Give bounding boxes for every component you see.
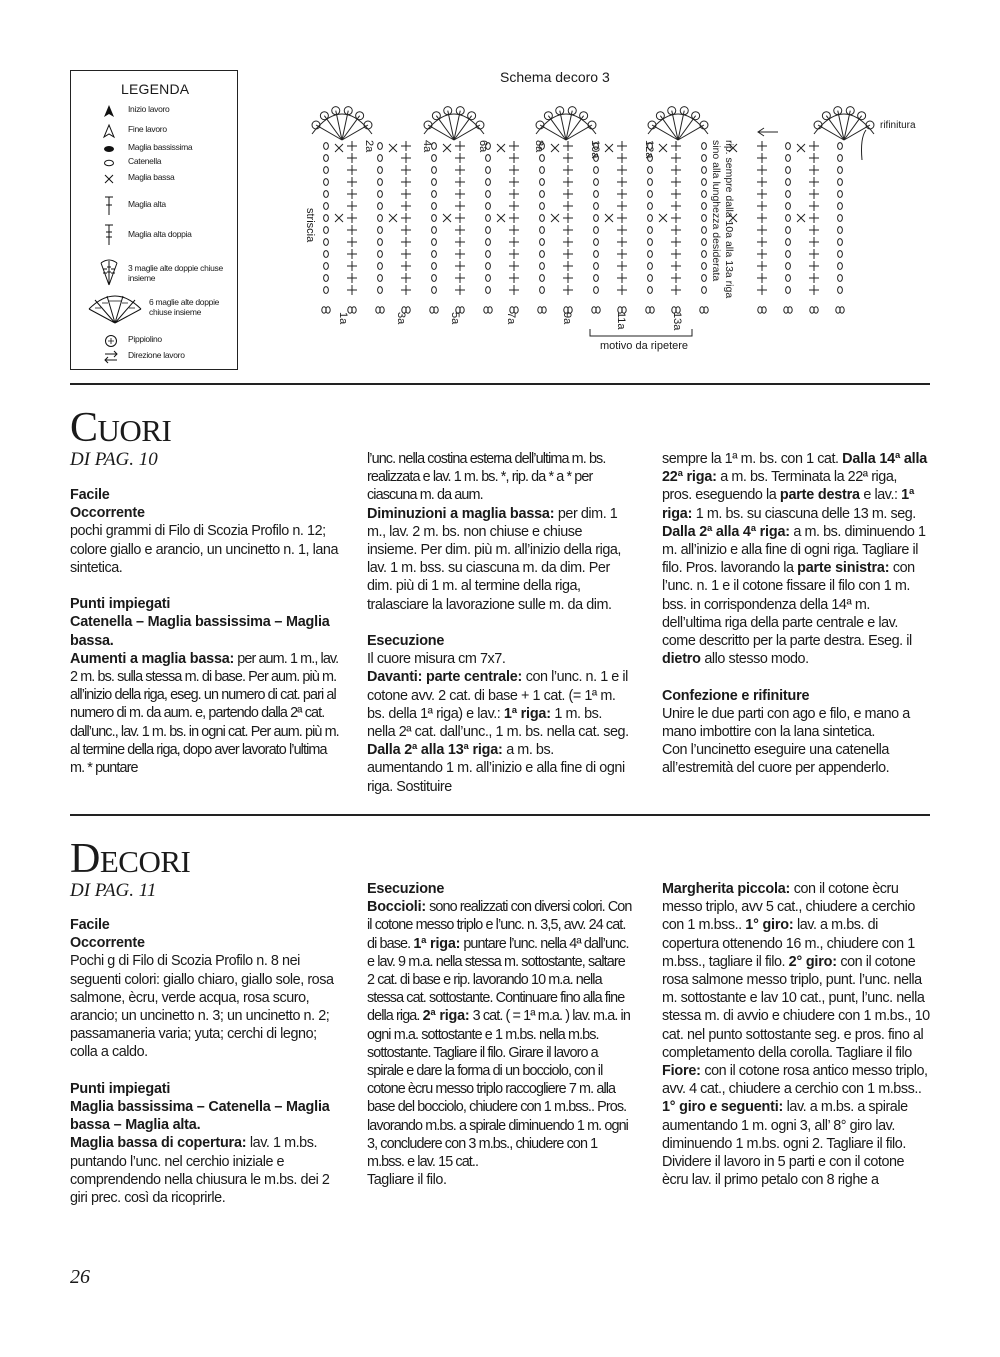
paragraph: Maglia bassa di copertura: lav. 1 m.bs. puntando l’unc. nel cerchio iniziale e comprendendo nella chiusura le m.bs. dei 2 giri prec. così da ricoprirle. [70,1135,330,1207]
section-divider [70,814,930,816]
stitch-chart [312,107,874,314]
row-label: 9a [561,312,573,325]
stitch-column [322,143,330,314]
stitch-column [563,141,573,313]
repeat-note-2: sino alla lunghezza desiderata [710,140,722,282]
filled-arrowhead-icon [101,103,117,119]
paragraph: Tagliare il filo. [367,1172,447,1189]
decori-column-2 [367,880,633,1189]
stitch-list: Catenella – Maglia bassissima – Maglia bassa. [70,614,330,649]
legend-item [71,155,239,171]
double-crochet-icon [101,195,117,217]
legend-label: Maglia alta doppia [128,229,192,239]
section-heading: Esecuzione [367,633,445,650]
legend-label: 3 maglie alte doppie chiuse insieme [128,263,223,283]
section-heading: Punti impiegati [70,1080,171,1097]
strip-label: striscia [304,208,316,243]
row-label: 7a [505,312,517,325]
stitch-column [617,141,627,313]
stitch-column [401,141,411,313]
diagram-title: Schema decoro 3 [500,69,610,85]
fan-stitch [536,107,596,140]
stitch-column [347,141,357,313]
cuori-column-2 [367,450,631,796]
section-heading: Punti impiegati [70,596,171,613]
legend-label: Fine lavoro [128,124,167,134]
legend-item [71,195,239,217]
treble-crochet-icon [101,223,117,247]
paragraph: l’unc. nella costina esterna dell’ultima m. bs. realizzata e lav. 1 m. bs. *, rip. da * a * per ciascuna m. da aum. [367,451,606,504]
paragraph: Aumenti a maglia bassa: per aum. 1 m., lav. 2 m. bs. sulla stessa m. di base. Per aum. più m. all’inizio della riga, eseg. un numero di cat. pari al numero di m. da aum. e, partendo dalla 2ª cat. dall’unc., lav. 1 m. bs. in ogni cat. Per aum. più m. al termine della riga, dopo aver lavorato l’ultima m. * puntare [70,650,339,777]
picot-icon [103,333,119,349]
legend-item [71,103,239,119]
fan-stitch [424,107,484,140]
legend-label: Maglia alta [128,199,166,209]
stitch-list: Maglia bassissima – Catenella – Maglia bassa – Maglia alta. [70,1099,330,1134]
paragraph: Con l’uncinetto eseguire una catenella all’estremità del cuore per appenderlo. [662,742,890,777]
stitch-column [376,143,384,314]
section-divider [70,383,930,385]
section-heading: Occorrente [70,505,145,522]
section-subtitle-decori: DI PAG. 11 [70,880,157,901]
stitch-column [836,143,844,314]
row-label: 12a [643,140,655,159]
stitch-column [671,141,681,313]
section-title-decori: DECORI [70,836,191,882]
cuori-column-1 [70,486,340,777]
legend-label: Maglia bassa [128,172,175,182]
legend-item [71,333,239,349]
finishing-label: rifinitura [880,120,916,131]
section-heading: Confezione e rifiniture [662,687,810,704]
legend-label: Direzione lavoro [128,350,185,360]
direction-arrows-icon [103,349,119,365]
paragraph: pochi grammi di Filo di Scozia Profilo n. 12; colore giallo e arancio, un uncinetto n. 1, lana sintetica. [70,523,339,576]
row-label: 10a [589,140,601,159]
fan-stitch [312,107,372,140]
row-label: 8a [533,140,545,153]
decori-column-1 [70,916,340,1207]
legend-item [71,171,239,187]
paragraph: Boccioli: sono realizzati con diversi colori. Con il cotone messo triplo e l’unc. n. 3,5, avv. 24 cat. di base. 1ª riga: puntare l’unc. nella 4ª dall’unc. e lav. 9 m.a. nella stessa m. sottostante, saltare 2 cat. di base e rip. lavorando 10 m.a. nella stessa cat. sottostante. Continuare fino alla fine della riga. 2ª riga: 3 cat. ( = 1ª m.a. ) lav. m.a. in ogni m.a. sottostante e 1 m.bs. nella m.bs. sottostante. Tagliare il filo. Girare il lavoro a spirale e dare la forma di un bocciolo, con il cotone ècru messo triplo raccogliere 7 m. alla base del bocciolo, chiudere con 1 m.bss.. Pros. lavorando m.bs. a spirale diminuendo 1 m. ogni 3, concludere con 3 m.bs., chiudere con 1 m.bss. e lav. 15 cat.. [367,899,632,1171]
paragraph: Pochi g di Filo di Scozia Profilo n. 8 nei seguenti colori: giallo chiaro, giallo sole, rosa salmone, ècru, verde acqua, rosa scuro, arancio; un uncinetto n. 3; un uncinetto n. 2; passamaneria varia; yuta; cerchi di legno; colla a caldo. [70,953,334,1061]
legend-label: Maglia bassissima [128,142,193,152]
paragraph: Unire le due parti con ago e filo, e mano a mano imbottire con la lana sintetica. [662,705,910,741]
stitch-column [592,143,600,314]
legend-box [70,70,238,370]
paragraph: Margherita piccola: con il cotone ècru messo triplo, avv 5 cat., chiudere a cerchio con 1 m.bss.. 1° giro: lav. a m.bs. di copertura ottenendo 16 m., chiudere con 1 m.bss., tagliare il filo. 2° giro: con il cotone rosa salmone messo triplo, punt. l’unc. nella m. sottostante e lav 10 cat., punt, l’unc. nella stessa m. di avvio e chiudere con 1 m.bs., 10 cat. nel punto sottostante seg. e pros. fino al completamento della corolla. Tagliare il filo [662,881,930,1061]
cluster-3-icon [97,257,121,287]
legend-label: 6 maglie alte doppie chiuse insieme [149,297,220,317]
stitch-column [757,141,767,313]
row-label: 2a [363,140,375,153]
repeat-note-1: rip. sempre dalla 10a alla 13a riga [723,140,735,299]
paragraph: sempre la 1ª m. bs. con 1 cat. Dalla 14ª alla 22ª riga: a m. bs. Terminata la 22ª riga, pros. eseguendo la parte destra e lav.: 1ª riga: 1 m. bs. su ciascuna delle 13 m. seg. Dalla 2ª alla 4ª riga: a m. bs. diminuendo 1 m. all’inizio e alla fine di ogni riga. Tagliare il filo. Pros. lavorando la parte sinistra: con l’unc. n. 1 e il cotone fissare il filo con 1 m. bss. in corrispondenza della 14ª m. dell’ultima riga della parte centrale e lav. come descritto per la parte destra. Eseg. il dietro allo stesso modo. [662,451,928,668]
stitch-column [484,143,492,314]
fan-stitch [648,107,708,140]
row-label: 3a [395,312,407,325]
stitch-column [509,141,519,313]
fan-stitch [814,107,874,140]
page-number: 26 [70,1266,90,1288]
paragraph: Fiore: con il cotone rosa antico messo triplo, avv. 4 cat., chiudere a cerchio con 1 m.bss.. 1° giro e seguenti: lav. a m.bs. a spirale aumentando 1 m. ogni 3, all’ 8° giro lav. diminuendo 1 m.bs. ogni 2. Tagliare il filo. Dividere il lavoro in 5 parti e con il cotone ècru lav. il primo petalo con 8 righe a [662,1063,928,1189]
row-label: 6a [477,140,489,153]
paragraph: Il cuore misura cm 7x7. [367,651,506,668]
row-label: 13a [671,312,683,331]
legend-item [71,123,239,139]
legend-label: Catenella [128,156,162,166]
row-label: 11a [615,312,627,330]
stitch-column [646,143,654,314]
crochet-diagram [300,68,940,368]
legend-label: Pippiolino [128,334,162,344]
paragraph: Diminuzioni a maglia bassa: per dim. 1 m., lav. 2 m. bs. non chiuse e chiuse insieme. Per dim. più m. all’inizio della riga, lav. 1 m. bss. su ciascuna m. da dim. Per dim. più di 1 m. al termine della riga, tralasciare la lavorazione sulle m. da dim. [367,505,621,613]
legend-label: Inizio lavoro [128,104,170,114]
paragraph: Davanti: parte centrale: con l’unc. n. 1 e il cotone avv. 2 cat. di base + 1 cat. (= 1ª m. bs. della 1ª riga) e lav.: 1ª riga: 1 m. bs. nella 2ª cat. dall’unc., 1 m. bs. nella cat. seg. Dalla 2ª alla 13ª riga: a m. bs. aumentando 1 m. all’inizio e alla fine di ogni riga. Sostituire [367,669,629,795]
fan-6-icon [85,293,145,325]
stitch-column [538,143,546,314]
stitch-column [430,143,438,314]
section-heading: Occorrente [70,935,145,952]
stitch-column [455,141,465,313]
row-label: 1a [337,312,349,325]
row-label: 4a [421,140,433,153]
outline-oval-icon [101,155,117,171]
legend-item [71,257,239,287]
legend-item [71,349,239,365]
row-label: 5a [449,312,461,325]
cross-icon [101,171,117,187]
stitch-column [809,141,819,313]
outline-arrowhead-icon [101,123,117,139]
repeat-motif-label: motivo da ripetere [600,340,689,352]
difficulty-label: Facile [70,917,110,933]
stitch-column [784,143,792,314]
difficulty-label: Facile [70,487,110,503]
stitch-column [700,143,708,314]
legend-item [71,293,239,325]
decori-column-3 [662,880,930,1189]
section-subtitle-cuori: DI PAG. 10 [70,449,158,470]
section-title-cuori: CUORI [70,405,172,451]
cuori-column-3 [662,450,930,778]
legend-item [71,223,239,247]
section-heading: Esecuzione [367,881,445,897]
legend-title: LEGENDA [121,81,190,97]
